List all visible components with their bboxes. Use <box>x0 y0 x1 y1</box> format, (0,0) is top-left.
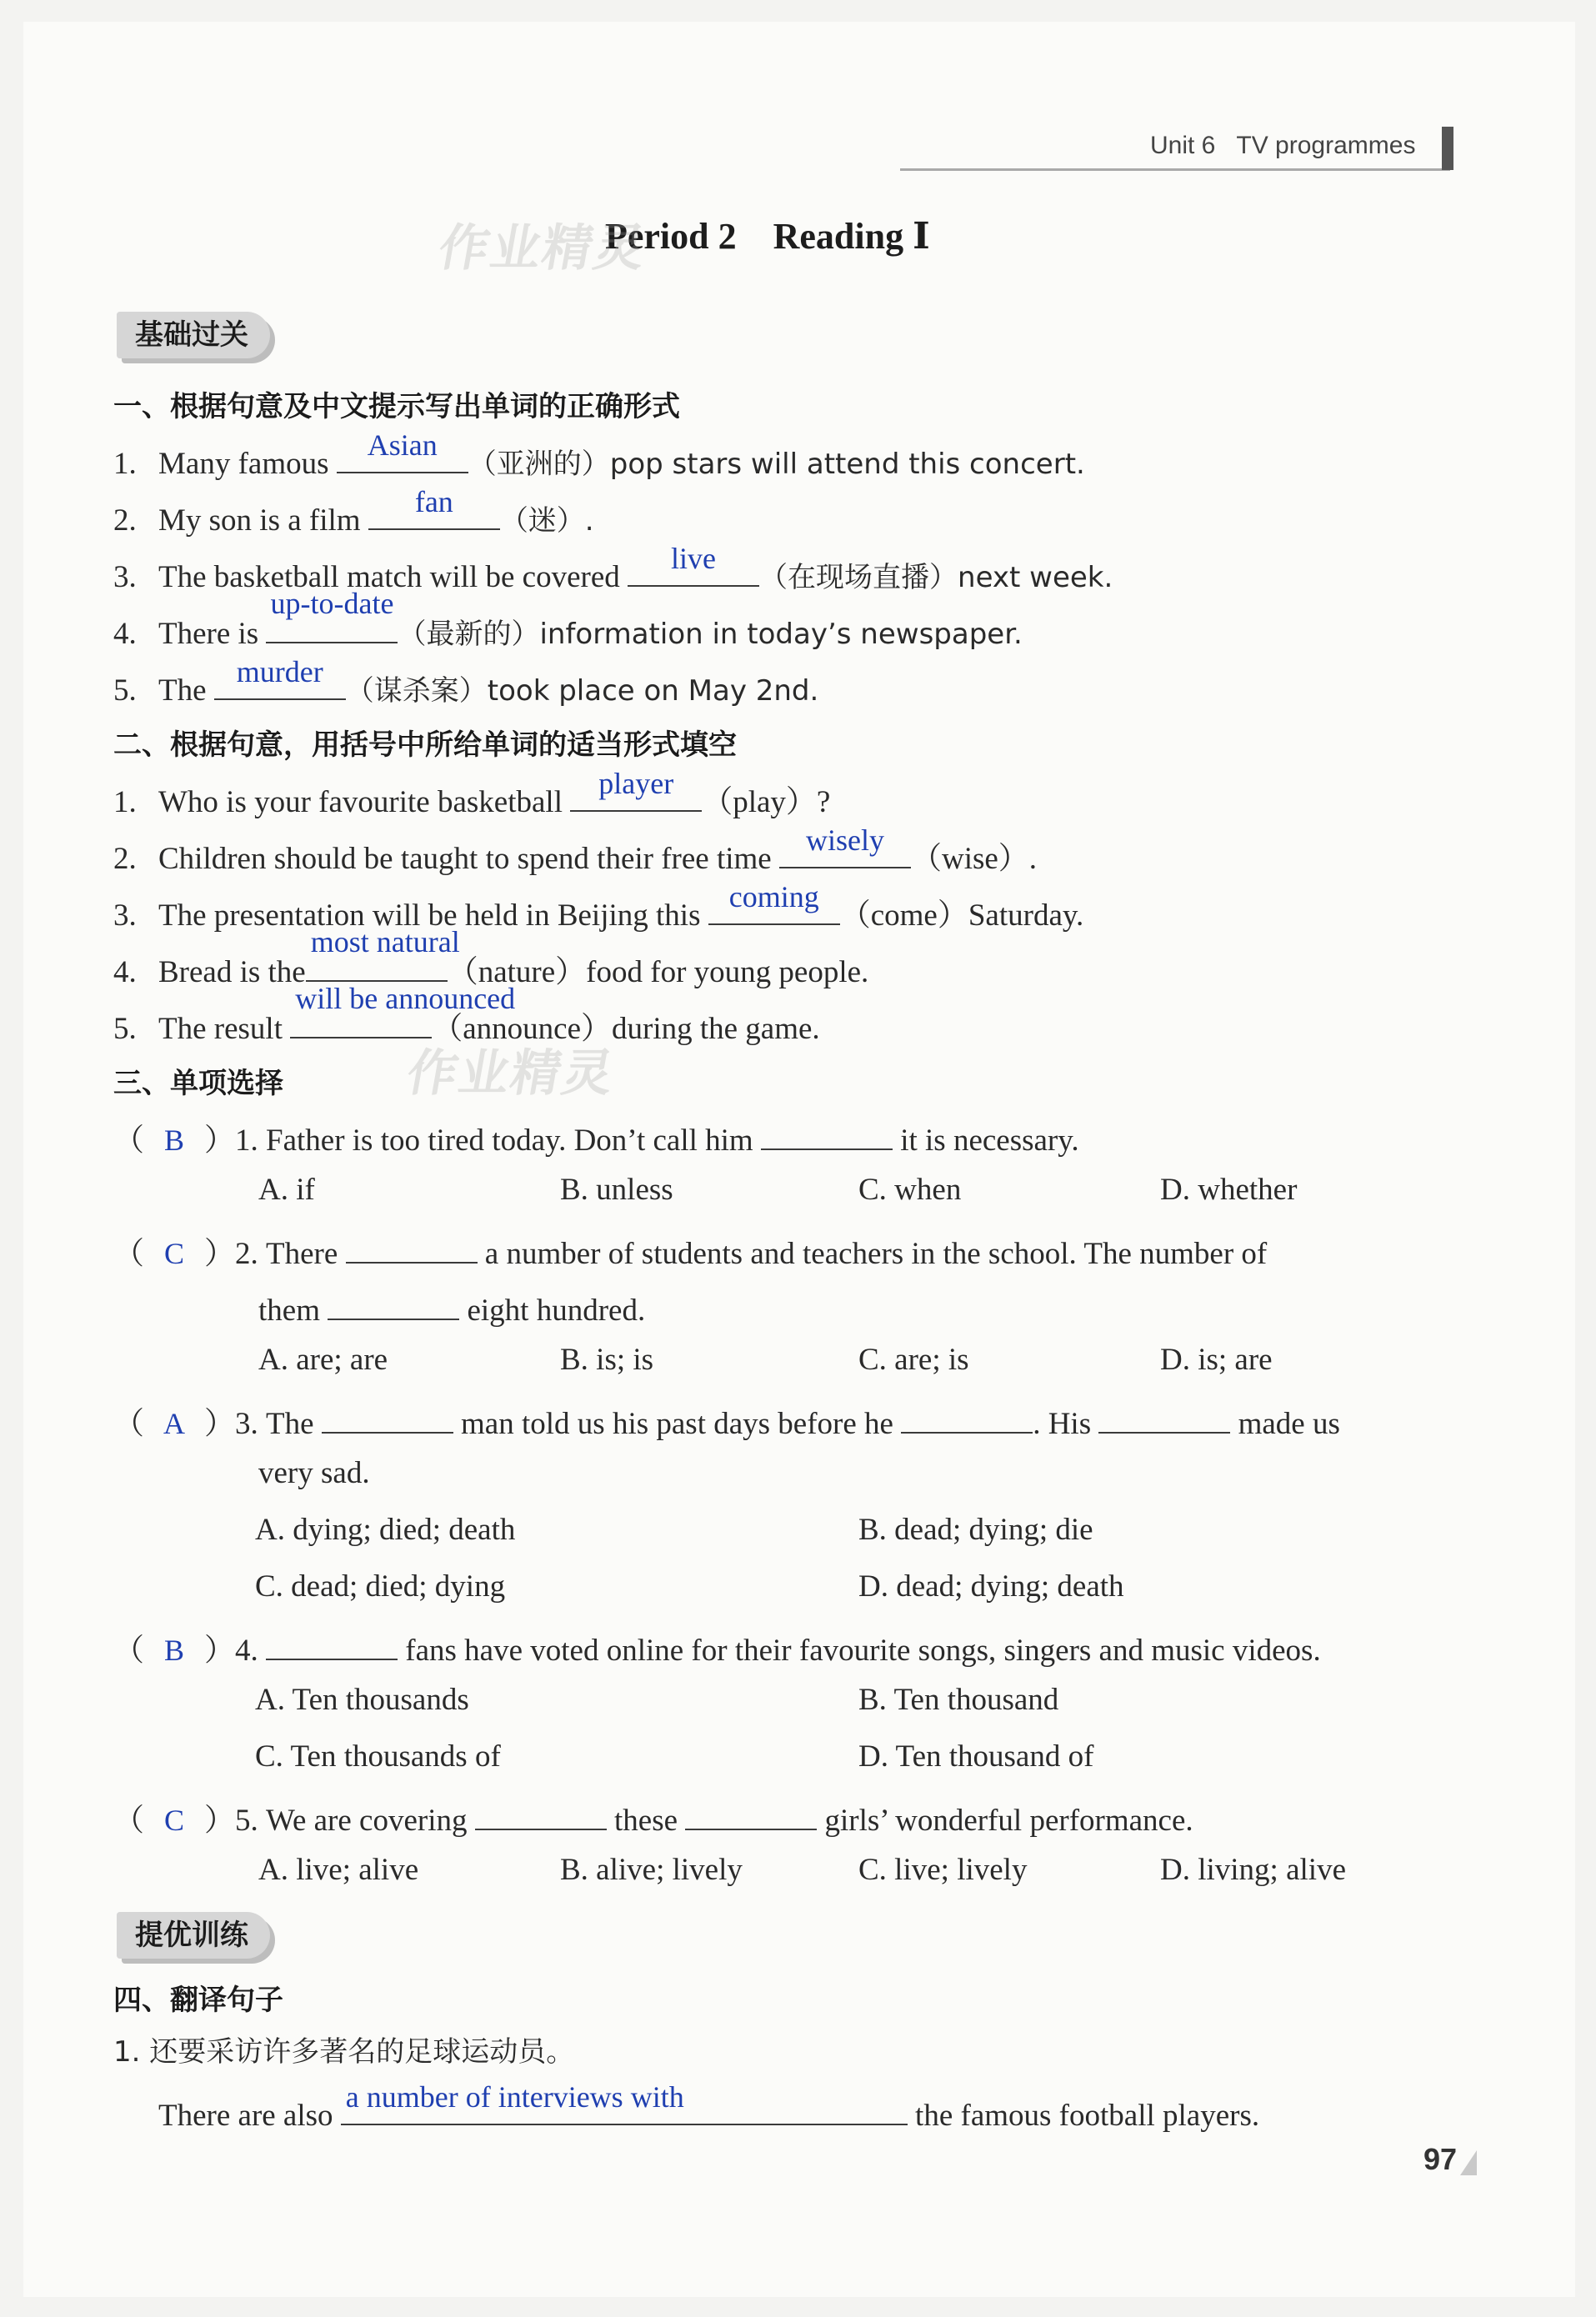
s2-item-3 <box>113 880 1084 934</box>
section4-heading: 四、翻译句子 <box>113 1984 283 2017</box>
answer-blank <box>328 1285 459 1320</box>
answer: coming <box>728 880 819 913</box>
section3-heading: 三、单项选择 <box>113 1067 283 1100</box>
mc-number: ）2. <box>204 1237 258 1271</box>
answer-blank <box>685 1795 817 1830</box>
translation-text: the famous football players. <box>907 2099 1260 2133</box>
item-number: 5. <box>113 1012 137 1046</box>
mc-text: a number of students and teachers in the school. The number of <box>477 1237 1268 1271</box>
answer: will be announced <box>295 982 516 1015</box>
item-number: 3. <box>113 898 137 933</box>
item-number: 4. <box>113 955 137 989</box>
running-header <box>1150 132 1415 160</box>
mc-text: these <box>606 1804 686 1838</box>
translation-prompt: 1. 还要采访许多著名的足球运动员。 <box>113 2035 575 2069</box>
option: C. live; lively <box>858 1853 1028 1887</box>
answer: murder <box>236 655 323 688</box>
item-number: 4. <box>113 617 137 651</box>
mc-text: There <box>266 1237 346 1271</box>
option: C. are; is <box>858 1343 969 1377</box>
mc-text: them <box>258 1294 328 1328</box>
option: D. is; are <box>1160 1343 1273 1377</box>
answer: fan <box>414 485 453 518</box>
mc-text: fans have voted online for their favourite songs, singers and music videos. <box>398 1634 1321 1668</box>
mc-number: ）4. <box>204 1634 258 1668</box>
option: A. if <box>258 1173 315 1207</box>
mc-number: ）1. <box>204 1123 258 1158</box>
translation-answer-line <box>158 2080 1260 2134</box>
section2-heading: 二、根据句意，用括号中所给单词的适当形式填空 <box>113 728 737 762</box>
option: D. Ten thousand of <box>858 1739 1094 1774</box>
s1-item-2 <box>113 485 594 539</box>
item-text: （wise）. <box>910 842 1038 876</box>
answer-blank <box>475 1795 607 1830</box>
item-text: Who is your favourite basketball <box>158 785 571 819</box>
item-text: Bread is the <box>158 955 306 989</box>
answer: up-to-date <box>270 587 394 620</box>
option: C. dead; died; dying <box>255 1569 506 1604</box>
answer: player <box>598 767 674 800</box>
item-text: （nature）food for young people. <box>447 955 869 989</box>
s1-item-3 <box>113 542 1113 596</box>
item-text: （迷）. <box>499 504 594 538</box>
answer: live <box>671 542 716 575</box>
mc-answer: B <box>163 1123 184 1157</box>
item-text: （谋杀案）took place on May 2nd. <box>345 674 819 708</box>
option: D. whether <box>1160 1173 1298 1207</box>
mc-text: made us <box>1230 1407 1340 1441</box>
item-number: 5. <box>113 673 137 708</box>
answer-blank <box>290 982 516 1038</box>
item-text: （在现场直播）next week. <box>759 561 1113 594</box>
answer: wisely <box>805 823 884 857</box>
s1-item-4 <box>113 587 1023 653</box>
option: A. dying; died; death <box>255 1513 516 1547</box>
answer-blank <box>337 428 468 473</box>
option: B. unless <box>560 1173 673 1207</box>
item-text: （announce）during the game. <box>432 1012 820 1046</box>
answer-blank <box>570 767 702 812</box>
item-text: There is <box>158 617 267 651</box>
item-text: The <box>158 673 214 708</box>
s2-item-1 <box>113 767 831 821</box>
item-text: （play）? <box>702 785 831 819</box>
mc-text: girls’ wonderful performance. <box>817 1804 1193 1838</box>
s1-item-1 <box>113 428 1085 483</box>
answer-blank <box>214 655 346 700</box>
mc-question-5: （ C ）5. We are covering these girls’ wonderful performance. <box>113 1795 1193 1839</box>
mc-answer: A <box>163 1407 185 1440</box>
item-text: Many famous <box>158 447 337 481</box>
item-text: （come）Saturday. <box>839 898 1084 933</box>
mc-question-2: （ C ）2. There a number of students and teachers in the school. The number of <box>113 1229 1267 1273</box>
header-bar <box>1442 127 1453 170</box>
option: B. Ten thousand <box>858 1683 1059 1717</box>
answer-blank <box>779 823 911 868</box>
tag-basic: 基础过关 <box>117 312 270 358</box>
answer-blank <box>628 542 759 587</box>
item-text: The result <box>158 1012 291 1046</box>
answer-blank <box>1098 1399 1230 1434</box>
option: B. is; is <box>560 1343 654 1377</box>
answer-blank <box>306 925 460 982</box>
answer-blank <box>322 1399 453 1434</box>
item-number: 2. <box>113 503 137 538</box>
option: C. Ten thousands of <box>255 1739 501 1774</box>
answer-blank <box>901 1399 1033 1434</box>
option: A. live; alive <box>258 1853 419 1887</box>
item-text: （最新的）information in today’s newspaper. <box>398 618 1023 651</box>
item-number: 2. <box>113 842 137 876</box>
option: A. Ten thousands <box>255 1683 469 1717</box>
mc-text: We are covering <box>266 1804 475 1838</box>
item-text: Children should be taught to spend their free time <box>158 842 779 876</box>
mc-text: Father is too tired today. Don’t call him <box>266 1123 761 1158</box>
answer-blank <box>368 485 500 530</box>
option: A. are; are <box>258 1343 388 1377</box>
header-unit: Unit 6 <box>1150 132 1216 159</box>
mc-answer: B <box>163 1634 184 1667</box>
mc-text: it is necessary. <box>892 1123 1079 1158</box>
answer-blank <box>341 2080 908 2125</box>
s1-item-5 <box>113 655 819 709</box>
answer: a number of interviews with <box>345 2080 684 2114</box>
s2-item-5 <box>113 982 820 1048</box>
mc-text: . His <box>1033 1407 1099 1441</box>
item-text: My son is a film <box>158 503 368 538</box>
answer-blank <box>346 1229 478 1264</box>
answer-blank <box>761 1115 893 1150</box>
answer: Asian <box>367 428 438 462</box>
s2-item-2 <box>113 823 1038 878</box>
page-corner-mark <box>1460 2150 1477 2175</box>
option: B. alive; lively <box>560 1853 743 1887</box>
header-topic: TV programmes <box>1236 132 1416 159</box>
watermark: 作业精灵 <box>433 219 652 278</box>
page-title: Period 2 Reading Ⅰ <box>605 216 930 257</box>
page-number: 97 <box>1423 2142 1458 2176</box>
mc-question-4: （ B ）4. fans have voted online for their favourite songs, singers and music videos. <box>113 1625 1321 1669</box>
item-text: （亚洲的）pop stars will attend this concert. <box>468 448 1085 481</box>
answer: most natural <box>310 925 460 958</box>
answer-blank <box>266 1625 398 1660</box>
mc-text: eight hundred. <box>459 1294 646 1328</box>
mc-answer: C <box>163 1804 184 1837</box>
item-text: The basketball match will be covered <box>158 560 628 594</box>
mc-question-3-line2: very sad. <box>258 1456 370 1490</box>
item-number: 3. <box>113 560 137 594</box>
option: C. when <box>858 1173 962 1207</box>
option: B. dead; dying; die <box>858 1513 1093 1547</box>
item-text: The presentation will be held in Beijing this <box>158 898 708 933</box>
translation-text: There are also <box>158 2099 341 2133</box>
mc-question-2-line2 <box>258 1285 645 1329</box>
watermark: 作业精灵 <box>402 1044 620 1103</box>
mc-question-1: （ B ）1. Father is too tired today. Don’t call him it is necessary. <box>113 1115 1079 1159</box>
mc-number: ）3. <box>204 1407 258 1441</box>
item-number: 1. <box>113 785 137 819</box>
mc-text: The <box>266 1407 322 1441</box>
mc-text: man told us his past days before he <box>453 1407 902 1441</box>
section1-heading: 一、根据句意及中文提示写出单词的正确形式 <box>113 390 680 423</box>
answer-blank <box>266 587 398 643</box>
option: D. dead; dying; death <box>858 1569 1124 1604</box>
header-rule <box>900 168 1450 171</box>
item-number: 1. <box>113 447 137 481</box>
tag-advanced: 提优训练 <box>117 1912 270 1959</box>
mc-number: ）5. <box>204 1804 258 1838</box>
answer-blank <box>708 880 840 925</box>
mc-answer: C <box>163 1237 184 1270</box>
option: D. living; alive <box>1160 1853 1346 1887</box>
mc-question-3: （ A ）3. The man told us his past days before he . His made us <box>113 1399 1340 1443</box>
